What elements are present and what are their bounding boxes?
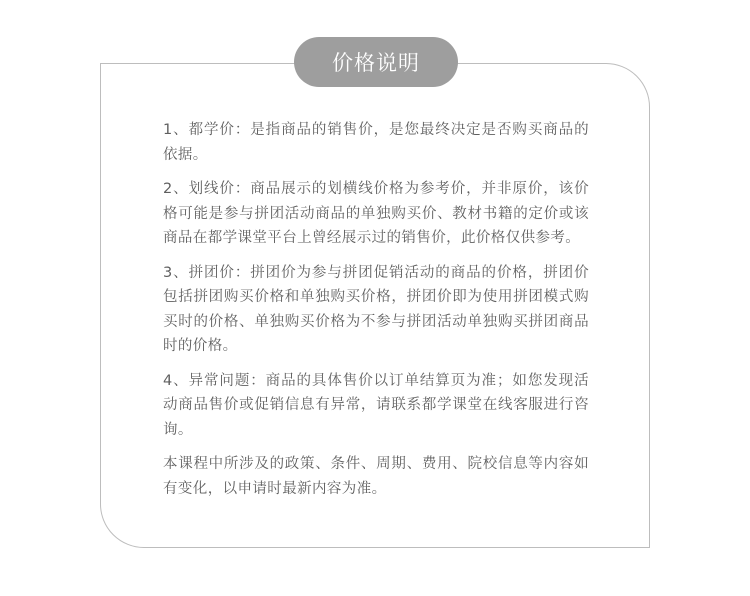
paragraph-policy-note: 本课程中所涉及的政策、条件、周期、费用、院校信息等内容如有变化，以申请时最新内容为准。 <box>163 456 589 497</box>
paragraph-member-price: 1、都学价：是指商品的销售价，是您最终决定是否购买商品的依据。 <box>163 122 589 163</box>
paragraph-strikethrough-price: 2、划线价：商品展示的划横线价格为参考价，并非原价，该价格可能是参与拼团活动商品的单独购买价、教材书籍的定价或该商品在都学课堂平台上曾经展示过的销售价，此价格仅供参考。 <box>163 181 589 246</box>
paragraph-exceptions: 4、异常问题：商品的具体售价以订单结算页为准；如您发现活动商品售价或促销信息有异常，请联系都学课堂在线客服进行咨询。 <box>163 372 589 438</box>
paragraph-group-price: 3、拼团价：拼团价为参与拼团促销活动的商品的价格，拼团价包括拼团购买价格和单独购买价格，拼团价即为使用拼团模式购买时的价格、单独购买价格为不参与拼团活动单独购买拼团商品时的价格。 <box>163 264 589 354</box>
price-info-title: 价格说明 <box>294 37 458 87</box>
price-info-content <box>163 118 589 511</box>
